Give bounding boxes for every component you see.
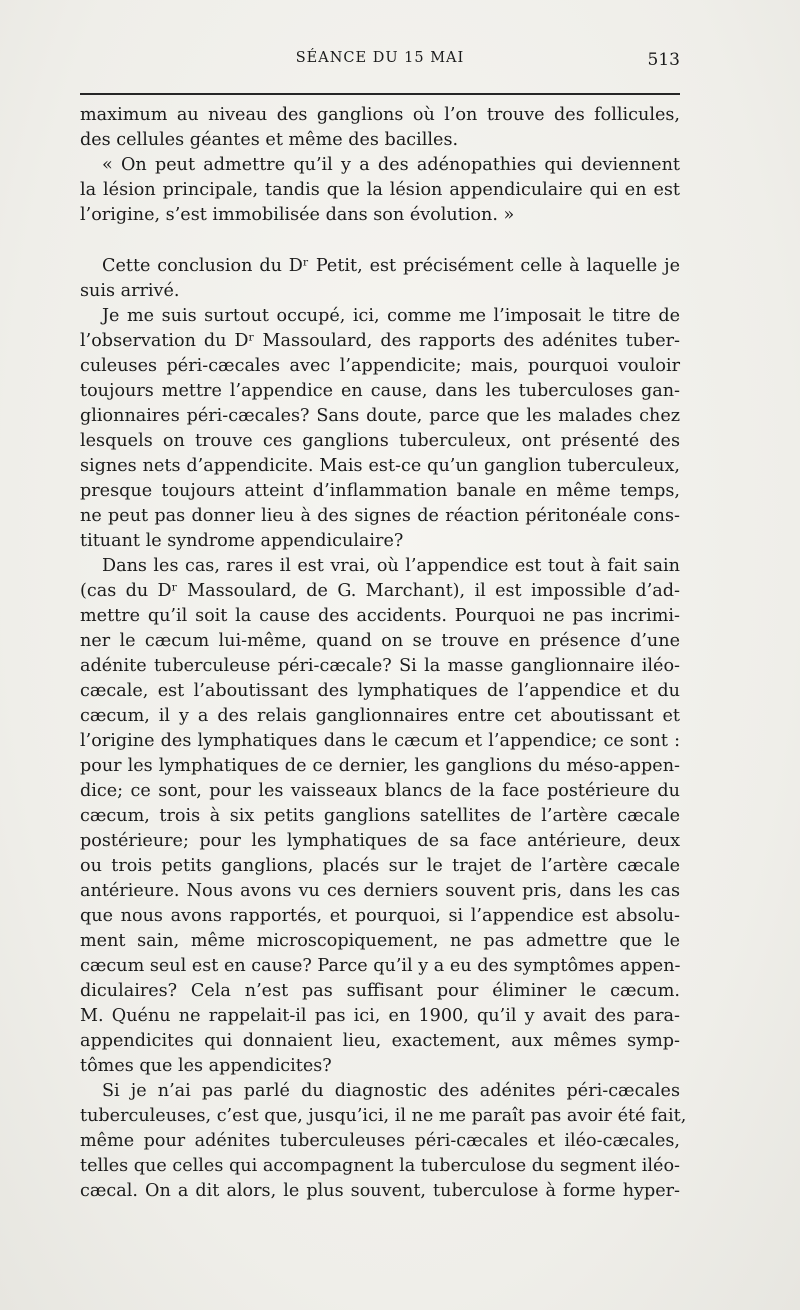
paragraph: [80, 103, 680, 153]
text-line: l’origine, s’est immobilisée dans son évolution. »: [80, 205, 515, 225]
page-header: [80, 50, 680, 74]
text-line: antérieure. Nous avons vu ces derniers souvent pris, dans les cas: [80, 881, 680, 901]
text-line: pour les lymphatiques de ce dernier, les ganglions du méso-appen-: [80, 756, 680, 776]
text-line: Si je n’ai pas parlé du diagnostic des adénites péri-cæcales: [102, 1081, 680, 1101]
page-number: 513: [647, 50, 680, 70]
running-title: SÉANCE DU 15 MAI: [295, 50, 465, 66]
text-line: cæcum, trois à six petits ganglions satellites de l’artère cæcale: [80, 806, 680, 826]
text-line: adénite tuberculeuse péri-cæcale? Si la masse ganglionnaire iléo-: [80, 656, 680, 676]
text-line: signes nets d’appendicite. Mais est-ce qu’un ganglion tuberculeux,: [80, 456, 680, 476]
quotation-paragraph: [80, 153, 680, 228]
text-line: tituant le syndrome appendiculaire?: [80, 531, 404, 551]
header-rule: [80, 93, 680, 95]
body-text: [80, 103, 687, 1204]
text-line: ment sain, même microscopiquement, ne pas admettre que le: [80, 931, 680, 951]
text-line: « On peut admettre qu’il y a des adénopathies qui deviennent: [102, 155, 680, 175]
text-line: diculaires? Cela n’est pas suffisant pour éliminer le cæcum.: [80, 981, 680, 1001]
text-line: ou trois petits ganglions, placés sur le trajet de l’artère cæcale: [80, 856, 680, 876]
text-line: (cas du Dʳ Massoulard, de G. Marchant), il est impossible d’ad-: [80, 581, 680, 601]
text-line: Cette conclusion du Dʳ Petit, est précisément celle à laquelle je: [102, 256, 680, 276]
text-line: postérieure; pour les lymphatiques de sa face antérieure, deux: [80, 831, 680, 851]
paragraph-spacer: [80, 228, 680, 254]
text-line: presque toujours atteint d’inflammation banale en même temps,: [80, 481, 680, 501]
paragraph: [80, 554, 680, 1079]
text-line: la lésion principale, tandis que la lésion appendiculaire qui en est: [80, 180, 680, 200]
paragraph: [80, 1079, 687, 1204]
text-line: cæcale, est l’aboutissant des lymphatiques de l’appendice et du: [80, 681, 680, 701]
text-line: des cellules géantes et même des bacilles.: [80, 130, 459, 150]
text-line: cæcum seul est en cause? Parce qu’il y a eu des symptômes appen-: [80, 956, 681, 976]
text-line: cæcum, il y a des relais ganglionnaires entre cet aboutissant et: [80, 706, 680, 726]
text-line: tômes que les appendicites?: [80, 1056, 332, 1076]
text-line: culeuses péri-cæcales avec l’appendicite; mais, pourquoi vouloir: [80, 356, 680, 376]
text-line: tuberculeuses, c’est que, jusqu’ici, il ne me paraît pas avoir été fait,: [80, 1106, 687, 1126]
text-line: appendicites qui donnaient lieu, exactement, aux mêmes symp-: [80, 1031, 680, 1051]
text-line: ne peut pas donner lieu à des signes de réaction péritonéale cons-: [80, 506, 680, 526]
text-line: ner le cæcum lui-même, quand on se trouve en présence d’une: [80, 631, 680, 651]
text-line: que nous avons rapportés, et pourquoi, si l’appendice est absolu-: [80, 906, 680, 926]
text-line: l’origine des lymphatiques dans le cæcum et l’appendice; ce sont :: [80, 731, 680, 751]
text-line: glionnaires péri-cæcales? Sans doute, parce que les malades chez: [80, 406, 680, 426]
text-line: cæcal. On a dit alors, le plus souvent, tuberculose à forme hyper-: [80, 1181, 680, 1201]
text-line: mettre qu’il soit la cause des accidents. Pourquoi ne pas incrimi-: [80, 606, 680, 626]
text-line: maximum au niveau des ganglions où l’on trouve des follicules,: [80, 105, 680, 125]
text-line: suis arrivé.: [80, 281, 180, 301]
text-line: toujours mettre l’appendice en cause, dans les tuberculoses gan-: [80, 381, 680, 401]
text-line: lesquels on trouve ces ganglions tuberculeux, ont présenté des: [80, 431, 680, 451]
paragraph: [80, 304, 680, 554]
text-line: même pour adénites tuberculeuses péri-cæcales et iléo-cæcales,: [80, 1131, 680, 1151]
text-line: telles que celles qui accompagnent la tuberculose du segment iléo-: [80, 1156, 680, 1176]
text-line: Dans les cas, rares il est vrai, où l’appendice est tout à fait sain: [102, 556, 680, 576]
text-line: l’observation du Dʳ Massoulard, des rapports des adénites tuber-: [80, 331, 680, 351]
text-line: M. Quénu ne rappelait-il pas ici, en 1900, qu’il y avait des para-: [80, 1006, 680, 1026]
text-line: Je me suis surtout occupé, ici, comme me l’imposait le titre de: [102, 306, 680, 326]
paragraph: [80, 254, 680, 304]
text-line: dice; ce sont, pour les vaisseaux blancs de la face postérieure du: [80, 781, 680, 801]
